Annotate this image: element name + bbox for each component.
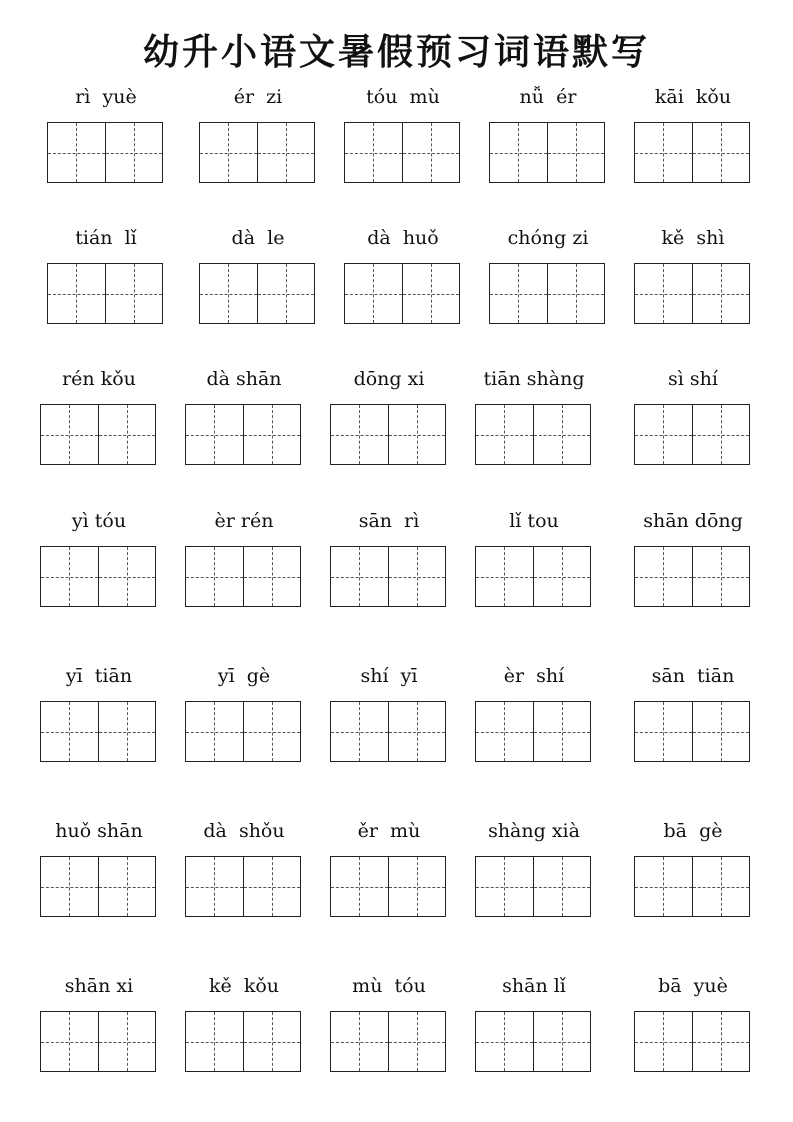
tian-zi-cell bbox=[490, 123, 547, 182]
tian-zi-cell bbox=[98, 1012, 156, 1071]
writing-box bbox=[40, 701, 156, 762]
writing-box bbox=[185, 404, 301, 465]
pinyin-label: èr rén bbox=[214, 510, 274, 532]
writing-box bbox=[634, 1011, 750, 1072]
pinyin-label: huǒ shān bbox=[55, 820, 143, 842]
pinyin-label: mù tóu bbox=[352, 975, 426, 997]
tian-zi-cell bbox=[98, 547, 156, 606]
tian-zi-cell bbox=[490, 264, 547, 323]
tian-zi-cell bbox=[331, 1012, 388, 1071]
writing-box bbox=[199, 122, 315, 183]
writing-box bbox=[40, 546, 156, 607]
pinyin-label: shí yī bbox=[360, 665, 418, 687]
tian-zi-cell bbox=[692, 702, 750, 761]
tian-zi-cell bbox=[243, 547, 301, 606]
pinyin-label: chóng zi bbox=[507, 227, 589, 249]
tian-zi-cell bbox=[533, 857, 591, 916]
pinyin-label: dà shǒu bbox=[203, 820, 285, 842]
writing-box bbox=[475, 404, 591, 465]
writing-box bbox=[475, 856, 591, 917]
pinyin-label: shàng xià bbox=[488, 820, 580, 842]
tian-zi-cell bbox=[41, 405, 98, 464]
tian-zi-cell bbox=[635, 264, 692, 323]
tian-zi-cell bbox=[345, 123, 402, 182]
writing-box bbox=[634, 546, 750, 607]
pinyin-label: sān tiān bbox=[651, 665, 735, 687]
pinyin-label: lǐ tou bbox=[509, 510, 559, 532]
tian-zi-cell bbox=[48, 123, 105, 182]
pinyin-label: dà le bbox=[231, 227, 285, 249]
tian-zi-cell bbox=[692, 264, 750, 323]
tian-zi-cell bbox=[331, 405, 388, 464]
tian-zi-cell bbox=[41, 1012, 98, 1071]
writing-box bbox=[634, 404, 750, 465]
writing-box bbox=[475, 546, 591, 607]
tian-zi-cell bbox=[186, 547, 243, 606]
tian-zi-cell bbox=[692, 1012, 750, 1071]
pinyin-label: kě kǒu bbox=[208, 975, 280, 997]
tian-zi-cell bbox=[476, 702, 533, 761]
writing-box bbox=[330, 856, 446, 917]
pinyin-label: èr shí bbox=[503, 665, 565, 687]
tian-zi-cell bbox=[547, 123, 605, 182]
pinyin-label: shān xi bbox=[64, 975, 134, 997]
tian-zi-cell bbox=[402, 264, 460, 323]
writing-box bbox=[47, 263, 163, 324]
writing-box bbox=[489, 122, 605, 183]
tian-zi-cell bbox=[186, 702, 243, 761]
tian-zi-cell bbox=[692, 547, 750, 606]
page-title: 幼升小语文暑假预习词语默写 bbox=[142, 32, 650, 73]
pinyin-label: tiān shàng bbox=[483, 368, 585, 390]
writing-box bbox=[489, 263, 605, 324]
writing-box bbox=[40, 856, 156, 917]
tian-zi-cell bbox=[345, 264, 402, 323]
pinyin-label: bā gè bbox=[663, 820, 723, 842]
pinyin-label: sān rì bbox=[358, 510, 420, 532]
writing-box bbox=[185, 546, 301, 607]
pinyin-label: tóu mù bbox=[366, 86, 440, 108]
pinyin-label: dōng xi bbox=[353, 368, 425, 390]
tian-zi-cell bbox=[635, 702, 692, 761]
tian-zi-cell bbox=[243, 702, 301, 761]
writing-box bbox=[330, 404, 446, 465]
tian-zi-cell bbox=[388, 702, 446, 761]
tian-zi-cell bbox=[635, 857, 692, 916]
writing-box bbox=[330, 701, 446, 762]
pinyin-label: rì yuè bbox=[75, 86, 137, 108]
writing-box bbox=[634, 856, 750, 917]
writing-box bbox=[475, 701, 591, 762]
pinyin-label: dà shān bbox=[206, 368, 282, 390]
pinyin-label: ér zi bbox=[233, 86, 283, 108]
tian-zi-cell bbox=[48, 264, 105, 323]
writing-box bbox=[185, 856, 301, 917]
writing-box bbox=[330, 546, 446, 607]
writing-box bbox=[634, 263, 750, 324]
tian-zi-cell bbox=[476, 405, 533, 464]
tian-zi-cell bbox=[186, 1012, 243, 1071]
pinyin-label: bā yuè bbox=[658, 975, 728, 997]
pinyin-label: rén kǒu bbox=[62, 368, 136, 390]
writing-box bbox=[185, 1011, 301, 1072]
tian-zi-cell bbox=[243, 1012, 301, 1071]
tian-zi-cell bbox=[331, 547, 388, 606]
pinyin-label: yī tiān bbox=[65, 665, 133, 687]
tian-zi-cell bbox=[186, 857, 243, 916]
writing-box bbox=[199, 263, 315, 324]
tian-zi-cell bbox=[533, 405, 591, 464]
tian-zi-cell bbox=[476, 857, 533, 916]
pinyin-label: ěr mù bbox=[357, 820, 421, 842]
tian-zi-cell bbox=[635, 547, 692, 606]
tian-zi-cell bbox=[388, 405, 446, 464]
tian-zi-cell bbox=[533, 702, 591, 761]
writing-box bbox=[330, 1011, 446, 1072]
writing-box bbox=[344, 122, 460, 183]
pinyin-label: shān dōng bbox=[643, 510, 743, 532]
tian-zi-cell bbox=[692, 405, 750, 464]
tian-zi-cell bbox=[476, 547, 533, 606]
tian-zi-cell bbox=[635, 1012, 692, 1071]
pinyin-label: tián lǐ bbox=[75, 227, 137, 249]
pinyin-label: yì tóu bbox=[71, 510, 127, 532]
tian-zi-cell bbox=[98, 405, 156, 464]
tian-zi-cell bbox=[533, 547, 591, 606]
tian-zi-cell bbox=[98, 702, 156, 761]
tian-zi-cell bbox=[692, 857, 750, 916]
tian-zi-cell bbox=[243, 405, 301, 464]
tian-zi-cell bbox=[105, 264, 163, 323]
tian-zi-cell bbox=[331, 702, 388, 761]
tian-zi-cell bbox=[388, 857, 446, 916]
pinyin-label: yī gè bbox=[217, 665, 271, 687]
writing-box bbox=[40, 404, 156, 465]
pinyin-label: sì shí bbox=[668, 368, 718, 390]
tian-zi-cell bbox=[692, 123, 750, 182]
tian-zi-cell bbox=[257, 264, 315, 323]
writing-box bbox=[634, 701, 750, 762]
tian-zi-cell bbox=[200, 123, 257, 182]
tian-zi-cell bbox=[402, 123, 460, 182]
pinyin-label: kě shì bbox=[661, 227, 725, 249]
writing-box bbox=[185, 701, 301, 762]
writing-box bbox=[40, 1011, 156, 1072]
tian-zi-cell bbox=[41, 702, 98, 761]
tian-zi-cell bbox=[476, 1012, 533, 1071]
tian-zi-cell bbox=[533, 1012, 591, 1071]
pinyin-label: shān lǐ bbox=[502, 975, 566, 997]
tian-zi-cell bbox=[41, 857, 98, 916]
tian-zi-cell bbox=[388, 547, 446, 606]
tian-zi-cell bbox=[105, 123, 163, 182]
tian-zi-cell bbox=[331, 857, 388, 916]
tian-zi-cell bbox=[635, 123, 692, 182]
tian-zi-cell bbox=[98, 857, 156, 916]
tian-zi-cell bbox=[388, 1012, 446, 1071]
tian-zi-cell bbox=[635, 405, 692, 464]
writing-box bbox=[634, 122, 750, 183]
writing-box bbox=[344, 263, 460, 324]
pinyin-label: nǚ ér bbox=[519, 86, 577, 108]
pinyin-label: dà huǒ bbox=[367, 227, 439, 249]
tian-zi-cell bbox=[257, 123, 315, 182]
writing-box bbox=[47, 122, 163, 183]
tian-zi-cell bbox=[243, 857, 301, 916]
writing-box bbox=[475, 1011, 591, 1072]
tian-zi-cell bbox=[41, 547, 98, 606]
pinyin-label: kāi kǒu bbox=[654, 86, 732, 108]
tian-zi-cell bbox=[200, 264, 257, 323]
tian-zi-cell bbox=[547, 264, 605, 323]
tian-zi-cell bbox=[186, 405, 243, 464]
